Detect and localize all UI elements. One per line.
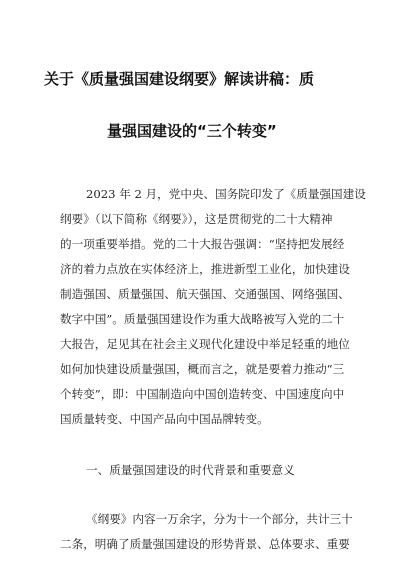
paragraph-1-line: 纲要》（以下简称《纲要》），这是贯彻党的二十大精神 xyxy=(60,212,333,226)
document-title-line-2: 量强国建设的“三个转变” xyxy=(107,122,277,140)
paragraph-1-line: 如何加快建设质量强国，概而言之，就是要着力推动“三 xyxy=(60,362,345,376)
paragraph-2-line: 二条，明确了质量强国建设的形势背景、总体要求、重要 xyxy=(60,537,350,551)
paragraph-1-line: 济的着力点放在实体经济上，推进新型工业化，加快建设 xyxy=(60,262,350,276)
document-title-line-1: 关于《质量强国建设纲要》解读讲稿：质 xyxy=(44,70,315,88)
paragraph-2-line: 《纲要》内容一万余字，分为十一个部分，共计三十 xyxy=(86,512,353,526)
paragraph-1-line: 2023 年 2 月，党中央、国务院印发了《质量强国建设 xyxy=(86,187,366,201)
paragraph-1-line: 个转变”，即：中国制造向中国创造转变、中国速度向中 xyxy=(60,387,345,401)
paragraph-1-line: 大报告，足见其在社会主义现代化建设中举足轻重的地位 xyxy=(60,337,350,351)
paragraph-1-line: 国质量转变、中国产品向中国品牌转变。 xyxy=(60,412,269,426)
paragraph-1-line: 数字中国”。质量强国建设作为重大战略被写入党的二十 xyxy=(60,312,345,326)
paragraph-1-line: 的一项重要举措。党的二十大报告强调：“坚持把发展经 xyxy=(60,237,345,251)
paragraph-1-line: 制造强国、质量强国、航天强国、交通强国、网络强国、 xyxy=(60,287,350,301)
section-heading: 一、质量强国建设的时代背景和重要意义 xyxy=(86,463,295,477)
